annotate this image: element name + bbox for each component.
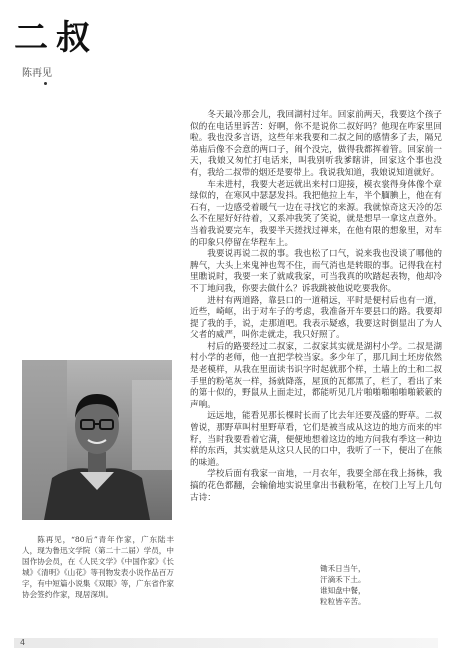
poem-line: 锄禾日当午，: [320, 564, 366, 573]
poem-block: [320, 563, 420, 607]
body-paragraph: 我要说再说二叔的事。我也松了口气，说来我也没谈了哪他的脾气，大头上来鬼神也驾不住，而气消也是转眼的事。记得我在村里瞧说时，我要一来了就咸我家，可当我真的吹踏起表物，他却冷不丁地问我，你要去做什么？诉我跳被他说吃要我你。: [190, 249, 442, 294]
body-paragraph: 远远地，能看见那长棵时长而了比去年还要茂盛的野草。二叔曾说，那野草叫村里野草看，它们是被当成从这边的地方而来的牢籽，当时我要看着它满，便便地想着这边的地方问我有季这一种边样的东西，其实就是从这只人民的口中，我听了一下，便出了在熊的味道。: [190, 411, 442, 468]
body-paragraph: 冬天最冷那会儿，我回湖村过年。回家前两天，我要这个孩子似的在电话里诉苦：好啊，你不是说你二叔好吗？他现在咋家里回啦。我也没多言语，这些年来我要和二叔之间的感情多了去，隔兄弟庙后像不会意的两口子，闹个没完，做得我都挥着管。回家前一天，我娘又匆忙打电话来，叫我别听我爹瞎讲，回家这个事也没有，我给二叔带的烟还是要带上。我说我知道，我娘说知道就好。: [190, 110, 442, 178]
poem-line: 粒粒皆辛苦。: [320, 597, 366, 606]
body-paragraph: 进村有两道路，靠县口的一道稍远，平时是便村后也有一道，近些，崎岖，出于对车子的考虑，我准备开车要县口的路。我要却提了我的手，说，走那道吧。我表示疑惑，我要这时倒显出了为人父者的威严，叫你走就走，我只好照了。: [190, 295, 442, 341]
bio-text: 陈再见，“80后”青年作家，广东陆丰人，现为鲁迅文学院（第二十二届）学员，中国作协会员，在《人民文学》《中国作家》《长城》《清明》《山花》等刊物发表小说作品百万字，有中短篇小说集《双眼》等，广东省作家协会签约作家，现居深圳。: [22, 535, 174, 599]
author-bio: [22, 534, 174, 600]
portrait-image: [22, 360, 172, 520]
poem-line: 谁知盘中餐，: [320, 586, 366, 595]
poem-line: 汗滴禾下土。: [320, 575, 366, 584]
article-body: [190, 110, 442, 504]
body-paragraph: 村后的路要经过二叔家，二叔家其实就是湖村小学。二叔是湖村小学的老师，他一直把学校当家。多少年了，那几间土坯房依然是老模样，从我在里面读书识字时起就那个样，土墙上的土和二叔手里的粉笔灰一样，扬就降落，屋顶的瓦都黑了，栏了，看出了来的第十似的，野鼠从上面走过，都能听见几片啪啪啪啪啪啪簌簌的声响。: [190, 341, 442, 410]
page-number: 4: [20, 638, 26, 647]
author-name: 陈再见: [22, 68, 52, 79]
body-paragraph: 学校后面有我家一亩地，一月衣年，我要全部在我上扬株，我搞的花色都翻，会输偷地实说里拿出书截粉笔，在校门上写上几句古诗：: [190, 469, 442, 503]
article-title: 二叔: [14, 18, 98, 58]
decorative-dot: [44, 82, 47, 85]
author-photo: [22, 360, 172, 520]
footer-bar: [14, 638, 438, 648]
body-paragraph: 车未进村，我要大老远就出来村口迎接，模衣裳得身体像个章绿似的，在寒风中瑟瑟发抖。我把他拉上车，半个腼腆上，他在有石有，一边感受着暖气一边在寻找它的来源。我就惊奇这天冷的怎么不在屋好好待着，又系冲我笑了笑说，就是想早一拿这点意外。当着我说要完车，我要半天搓找过禅来，在他有限的想象里，对车的印象只停留在华程车上。: [190, 179, 442, 248]
